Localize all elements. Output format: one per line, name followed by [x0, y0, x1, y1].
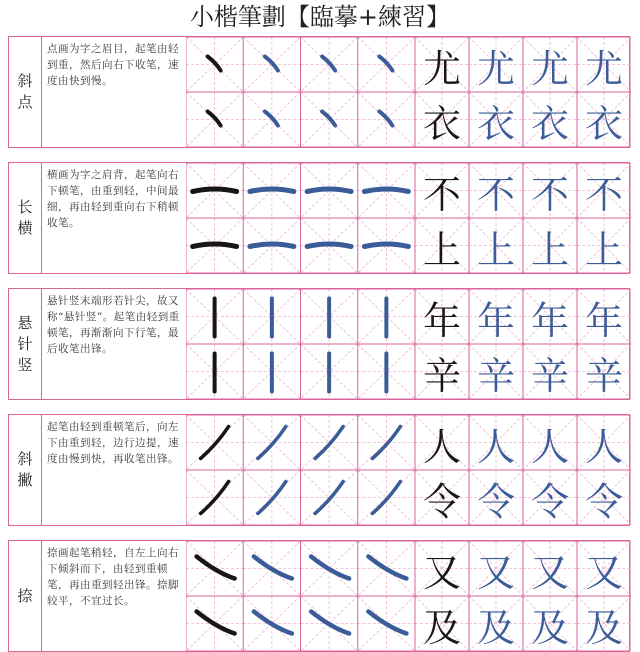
stroke-label [9, 415, 42, 525]
grid-guides [186, 415, 415, 525]
practice-stroke [322, 112, 335, 126]
practice-stroke [254, 557, 292, 579]
practice-character: 令 [584, 480, 623, 524]
character-practice-grid [415, 541, 631, 651]
practice-character: 不 [584, 173, 623, 217]
section-xiepie [8, 414, 630, 526]
label-char: 斜 [17, 450, 33, 468]
stroke-description: 横画为字之肩背，起笔向右下顿笔，由重到轻，中间最细，再由轻到重向右下稍顿收笔。 [47, 169, 179, 229]
model-stroke [197, 557, 235, 579]
practice-character: 年 [476, 299, 515, 343]
practice-stroke [322, 57, 335, 71]
practice-character: 上 [584, 228, 623, 272]
character-practice-grid [415, 37, 631, 147]
stroke-practice-grid [186, 163, 415, 273]
character-practice-grid [415, 415, 631, 525]
label-char: 捺 [17, 586, 33, 605]
grid-guides [186, 163, 415, 273]
model-stroke [193, 189, 237, 192]
model-stroke [193, 244, 237, 247]
practice-stroke [265, 57, 278, 71]
section-na [8, 540, 630, 652]
practice-stroke [379, 112, 392, 126]
practice-character: 又 [476, 551, 515, 595]
practice-character: 年 [584, 299, 623, 343]
practice-stroke [364, 189, 408, 192]
section-xuanzhenshu [8, 288, 630, 400]
section-changheng [8, 162, 630, 274]
practice-character: 辛 [476, 354, 515, 398]
label-char: 横 [17, 219, 33, 237]
stroke-label [9, 37, 42, 147]
practice-stroke [250, 189, 294, 192]
practice-stroke [311, 557, 349, 579]
label-char: 点 [17, 93, 33, 111]
stroke-practice-grid [186, 289, 415, 399]
practice-character: 年 [530, 299, 569, 343]
model-character: 衣 [422, 102, 461, 146]
section-xiedian [8, 36, 630, 148]
model-character: 年 [422, 299, 461, 343]
stroke-description: 起笔由轻到重顿笔后，向左下由重到轻，边行边提，速度由慢到快，再收笔出锋。 [47, 421, 179, 465]
model-character: 上 [422, 228, 461, 272]
model-character: 尤 [422, 47, 461, 91]
stroke-label [9, 163, 42, 273]
model-character: 辛 [422, 354, 461, 398]
page-title: 小楷筆劃【臨摹+練習】 [189, 3, 451, 31]
practice-character: 人 [530, 425, 569, 469]
character-practice-grid [415, 289, 631, 399]
practice-stroke [379, 57, 392, 71]
practice-stroke [265, 112, 278, 126]
practice-character: 又 [584, 551, 623, 595]
stroke-description: 捺画起笔稍轻，自左上向右下倾斜而下，由轻到重顿笔，再由重到轻出锋。捺脚较平，不宜过长。 [47, 547, 179, 607]
stroke-practice-grid [186, 415, 415, 525]
grid-guides [186, 37, 415, 147]
practice-character: 又 [530, 551, 569, 595]
label-char: 悬 [17, 313, 33, 332]
practice-character: 衣 [584, 102, 623, 146]
model-stroke [208, 112, 221, 126]
grid-guides [186, 541, 415, 651]
practice-character: 及 [476, 606, 515, 650]
label-char: 竖 [17, 355, 33, 374]
practice-stroke [254, 612, 292, 634]
practice-character: 辛 [530, 354, 569, 398]
practice-character: 不 [476, 173, 515, 217]
model-stroke [197, 612, 235, 634]
grid-guides [186, 289, 415, 399]
model-character: 令 [422, 480, 461, 524]
stroke-label [9, 541, 42, 651]
practice-character: 上 [476, 228, 515, 272]
practice-stroke [368, 612, 406, 634]
practice-character: 人 [476, 425, 515, 469]
practice-character: 尤 [476, 47, 515, 91]
stroke-label [9, 289, 42, 399]
practice-character: 及 [584, 606, 623, 650]
practice-character: 衣 [476, 102, 515, 146]
label-char: 针 [17, 334, 33, 353]
character-practice-grid [415, 163, 631, 273]
practice-character: 及 [530, 606, 569, 650]
practice-stroke [311, 612, 349, 634]
model-stroke [208, 57, 221, 71]
stroke-practice-grid [186, 37, 415, 147]
practice-character: 人 [584, 425, 623, 469]
practice-character: 上 [530, 228, 569, 272]
practice-stroke [364, 244, 408, 247]
practice-character: 令 [530, 480, 569, 524]
practice-character: 尤 [584, 47, 623, 91]
label-char: 斜 [17, 72, 33, 90]
model-character: 及 [422, 606, 461, 650]
label-char: 撇 [17, 471, 33, 489]
model-character: 不 [422, 173, 461, 217]
practice-character: 尤 [530, 47, 569, 91]
practice-stroke [307, 244, 351, 247]
model-character: 又 [422, 551, 461, 595]
stroke-description: 悬针竖末端形若针尖，故又称“悬针竖”。起笔由轻到重顿笔，再渐渐向下行笔，最后收笔出锋。 [47, 295, 180, 355]
practice-character: 不 [530, 173, 569, 217]
stroke-description: 点画为字之眉目，起笔由轻到重，然后向右下收笔，速度由快到慢。 [47, 43, 179, 87]
practice-character: 令 [476, 480, 515, 524]
label-char: 长 [17, 198, 33, 216]
practice-stroke [368, 557, 406, 579]
stroke-practice-grid [186, 541, 415, 651]
model-character: 人 [422, 425, 461, 469]
practice-character: 衣 [530, 102, 569, 146]
practice-stroke [307, 189, 351, 192]
practice-character: 辛 [584, 354, 623, 398]
practice-stroke [250, 244, 294, 247]
